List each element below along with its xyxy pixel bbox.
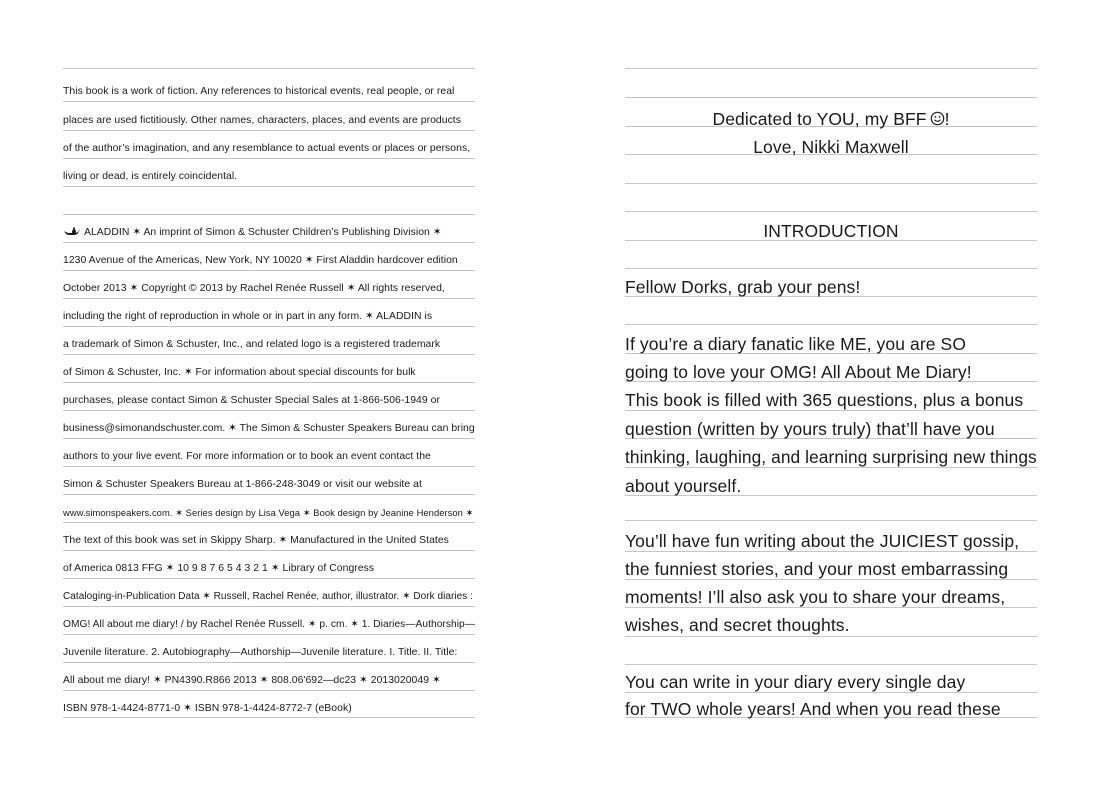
ruled-line	[625, 324, 1037, 325]
copyright-line: purchases, please contact Simon & Schuster Special Sales at 1-866-506-1949 or	[63, 395, 440, 406]
paragraph-line: You can write in your diary every single day	[625, 672, 966, 692]
disclaimer-line: living or dead, is entirely coincidental.	[63, 171, 238, 182]
copyright-line: business@simonandschuster.com. ✶ The Simon & Schuster Speakers Bureau can bring	[63, 423, 475, 434]
copyright-line: of Simon & Schuster, Inc. ✶ For information about special discounts for bulk	[63, 367, 416, 378]
copyright-line: a trademark of Simon & Schuster, Inc., and related logo is a registered trademark	[63, 339, 441, 350]
ruled-line	[63, 438, 475, 439]
ruled-line	[63, 717, 475, 718]
disclaimer-line: places are used fictitiously. Other names, characters, places, and events are products	[63, 115, 461, 126]
paragraph-line: thinking, laughing, and learning surprising new things	[625, 447, 1037, 467]
ruled-line	[63, 410, 475, 411]
ruled-line	[625, 183, 1037, 184]
copyright-line-text: ALADDIN ✶ An imprint of Simon & Schuster Children’s Publishing Division ✶	[84, 227, 442, 238]
ruled-line	[63, 298, 475, 299]
ruled-line	[63, 578, 475, 579]
copyright-line: OMG! All about me diary! / by Rachel Renée Russell. ✶ p. cm. ✶ 1. Diaries—Authorship—	[63, 619, 475, 630]
ruled-line	[625, 68, 1037, 69]
paragraph-line: question (written by yours truly) that’ll have you	[625, 419, 995, 439]
paragraph-line: If you’re a diary fanatic like ME, you are SO	[625, 334, 967, 354]
ruled-line	[625, 467, 1037, 468]
copyright-line: Simon & Schuster Speakers Bureau at 1-866-248-3049 or visit our website at	[63, 479, 422, 490]
paragraph-line: moments! I’ll also ask you to share your dreams,	[625, 587, 1006, 607]
copyright-line: Cataloging-in-Publication Data ✶ Russell, Rachel Renée, author, illustrator. ✶ Dork diaries :	[63, 591, 473, 602]
copyright-line: All about me diary! ✶ PN4390.R866 2013 ✶ 808.06'692—dc23 ✶ 2013020049 ✶	[63, 675, 441, 686]
ruled-line	[625, 551, 1037, 552]
ruled-line	[625, 692, 1037, 693]
ruled-line	[63, 242, 475, 243]
ruled-line	[625, 97, 1037, 98]
smiley-icon	[930, 111, 945, 126]
ruled-line	[63, 270, 475, 271]
copyright-line: authors to your live event. For more information or to book an event contact the	[63, 451, 431, 462]
paragraph-line: the funniest stories, and your most embarrassing	[625, 559, 1009, 579]
ruled-line	[625, 520, 1037, 521]
copyright-line-first	[63, 227, 475, 239]
ruled-line	[625, 268, 1037, 269]
ruled-line	[63, 550, 475, 551]
ruled-line	[625, 211, 1037, 212]
copyright-line: October 2013 ✶ Copyright © 2013 by Rachel Renée Russell ✶ All rights reserved,	[63, 283, 445, 294]
ruled-line	[63, 354, 475, 355]
disclaimer-line: This book is a work of fiction. Any references to historical events, real people, or real	[63, 86, 455, 97]
ruled-line	[63, 606, 475, 607]
ruled-line	[625, 664, 1037, 665]
ruled-line	[63, 466, 475, 467]
ruled-line	[63, 326, 475, 327]
copyright-line: of America 0813 FFG ✶ 10 9 8 7 6 5 4 3 2 1 ✶ Library of Congress	[63, 563, 375, 574]
ruled-line	[63, 662, 475, 663]
ruled-line	[63, 130, 475, 131]
copyright-line: ISBN 978-1-4424-8771-0 ✶ ISBN 978-1-4424-8772-7 (eBook)	[63, 703, 352, 714]
copyright-line: The text of this book was set in Skippy Sharp. ✶ Manufactured in the United States	[63, 535, 449, 546]
ruled-line	[63, 382, 475, 383]
ruled-line	[63, 186, 475, 187]
ruled-line	[625, 607, 1037, 608]
copyright-line: including the right of reproduction in whole or in part in any form. ✶ ALADDIN is	[63, 311, 433, 322]
paragraph-line: You’ll have fun writing about the JUICIEST gossip,	[625, 531, 1020, 551]
ruled-line	[625, 579, 1037, 580]
disclaimer-line: of the author’s imagination, and any resemblance to actual events or places or persons,	[63, 143, 471, 154]
paragraph-line: going to love your OMG! All About Me Diary!	[625, 362, 972, 382]
ruled-line	[63, 634, 475, 635]
paragraph-line: This book is filled with 365 questions, plus a bonus	[625, 390, 1024, 410]
ruled-line	[625, 636, 1037, 637]
introduction-heading: INTRODUCTION	[763, 221, 899, 241]
ruled-line	[63, 214, 475, 215]
dedication: Dedicated to YOU, my BFF !	[712, 109, 950, 129]
paragraph-line: about yourself.	[625, 476, 742, 496]
ruled-line	[625, 410, 1037, 411]
aladdin-lamp-logo	[63, 227, 81, 236]
ruled-line	[63, 68, 475, 69]
dedication-text: Dedicated to YOU, my BFF	[712, 109, 927, 129]
copyright-line: www.simonspeakers.com. ✶ Series design by Lisa Vega ✶ Book design by Jeanine Henderson ✶	[63, 507, 474, 518]
ruled-line	[63, 494, 475, 495]
paragraph-line: for TWO whole years! And when you read these	[625, 699, 1001, 719]
ruled-line	[63, 522, 475, 523]
ruled-line	[63, 101, 475, 102]
copyright-line: 1230 Avenue of the Americas, New York, NY 10020 ✶ First Aladdin hardcover edition	[63, 255, 458, 266]
signature: Love, Nikki Maxwell	[753, 137, 909, 157]
copyright-line: Juvenile literature. 2. Autobiography—Authorship—Juvenile literature. I. Title. II. Title:	[63, 647, 458, 658]
paragraph-line: wishes, and secret thoughts.	[625, 615, 850, 635]
ruled-line	[63, 690, 475, 691]
greeting: Fellow Dorks, grab your pens!	[625, 277, 861, 297]
ruled-line	[63, 158, 475, 159]
